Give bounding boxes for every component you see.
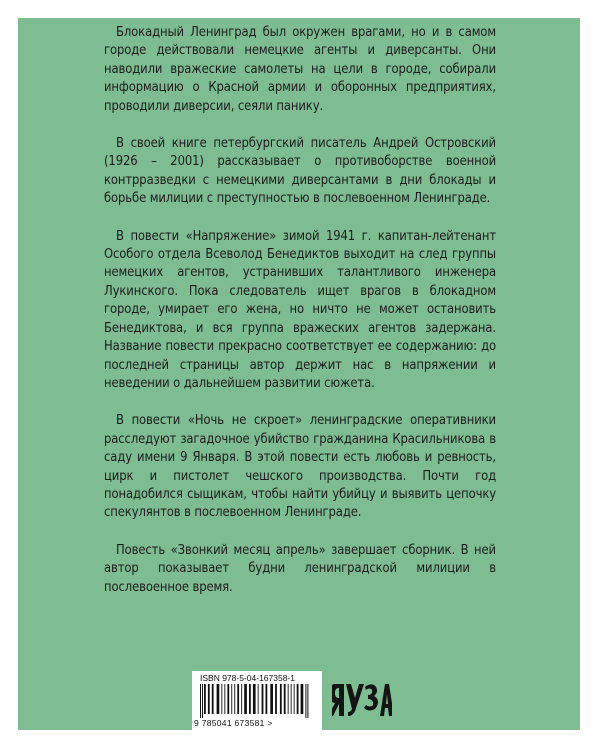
paragraph-napryazhenie: В повести «Напряжение» зимой 1941 г. капитан-лейтенант Особого отдела Всеволод Бенедиктов выходит на след группы немецких агентов, устранивших талантливого инженера Лукинского. Пока следователь ищет врагов в блокадном городе, умирает его жена, но ничто не может остановить Бенедиктова, и вся группа вражеских агентов задержана. Название повести прекрасно соответствует ее содержанию: до последней страницы автор держит нас в напряжении и неведении о дальнейшем развитии сюжета. [104,228,496,391]
barcode [192,671,322,731]
paragraph-author: В своей книге петербургский писатель Андрей Островский (1926 – 2001) рассказывает о противоборстве военной контрразведки с немецкими диверсантами в дни блокады и борьбе милиции с преступностью в послевоенном Ленинграде. [104,136,496,207]
yauza-logo-icon [332,680,392,720]
paragraph-noch-ne-skroet: В повести «Ночь не скроет» ленинградские оперативники расследуют загадочное убийство гражданина Красильникова в саду имени 9 Января. В этой повести есть любовь и ревность, цирк и пистолет чешского производства. Почти год понадобился сыщикам, чтобы найти убийцу и выявить цепочку спекулянтов в послевоенном Ленинграде. [104,413,496,521]
paragraph-zvonkiy-mesyats: Повесть «Звонкий месяц апрель» завершает сборник. В ней автор показывает будни ленинградской милиции в послевоенное время. [104,542,496,595]
annotation-text [104,24,496,616]
paragraph-intro: Блокадный Ленинград был окружен врагами, но и в самом городе действовали немецкие агенты и диверсанты. Они наводили вражеские самолеты на цели в городе, собирали информацию о Красной армии и оборонных предприятиях, проводили диверсии, сеяли панику. [104,25,496,114]
isbn-label: ISBN 978-5-04-167358-1 [200,673,295,683]
barcode-digits: 9 785041 673581 > [194,718,273,728]
barcode-bars-icon [198,684,316,718]
